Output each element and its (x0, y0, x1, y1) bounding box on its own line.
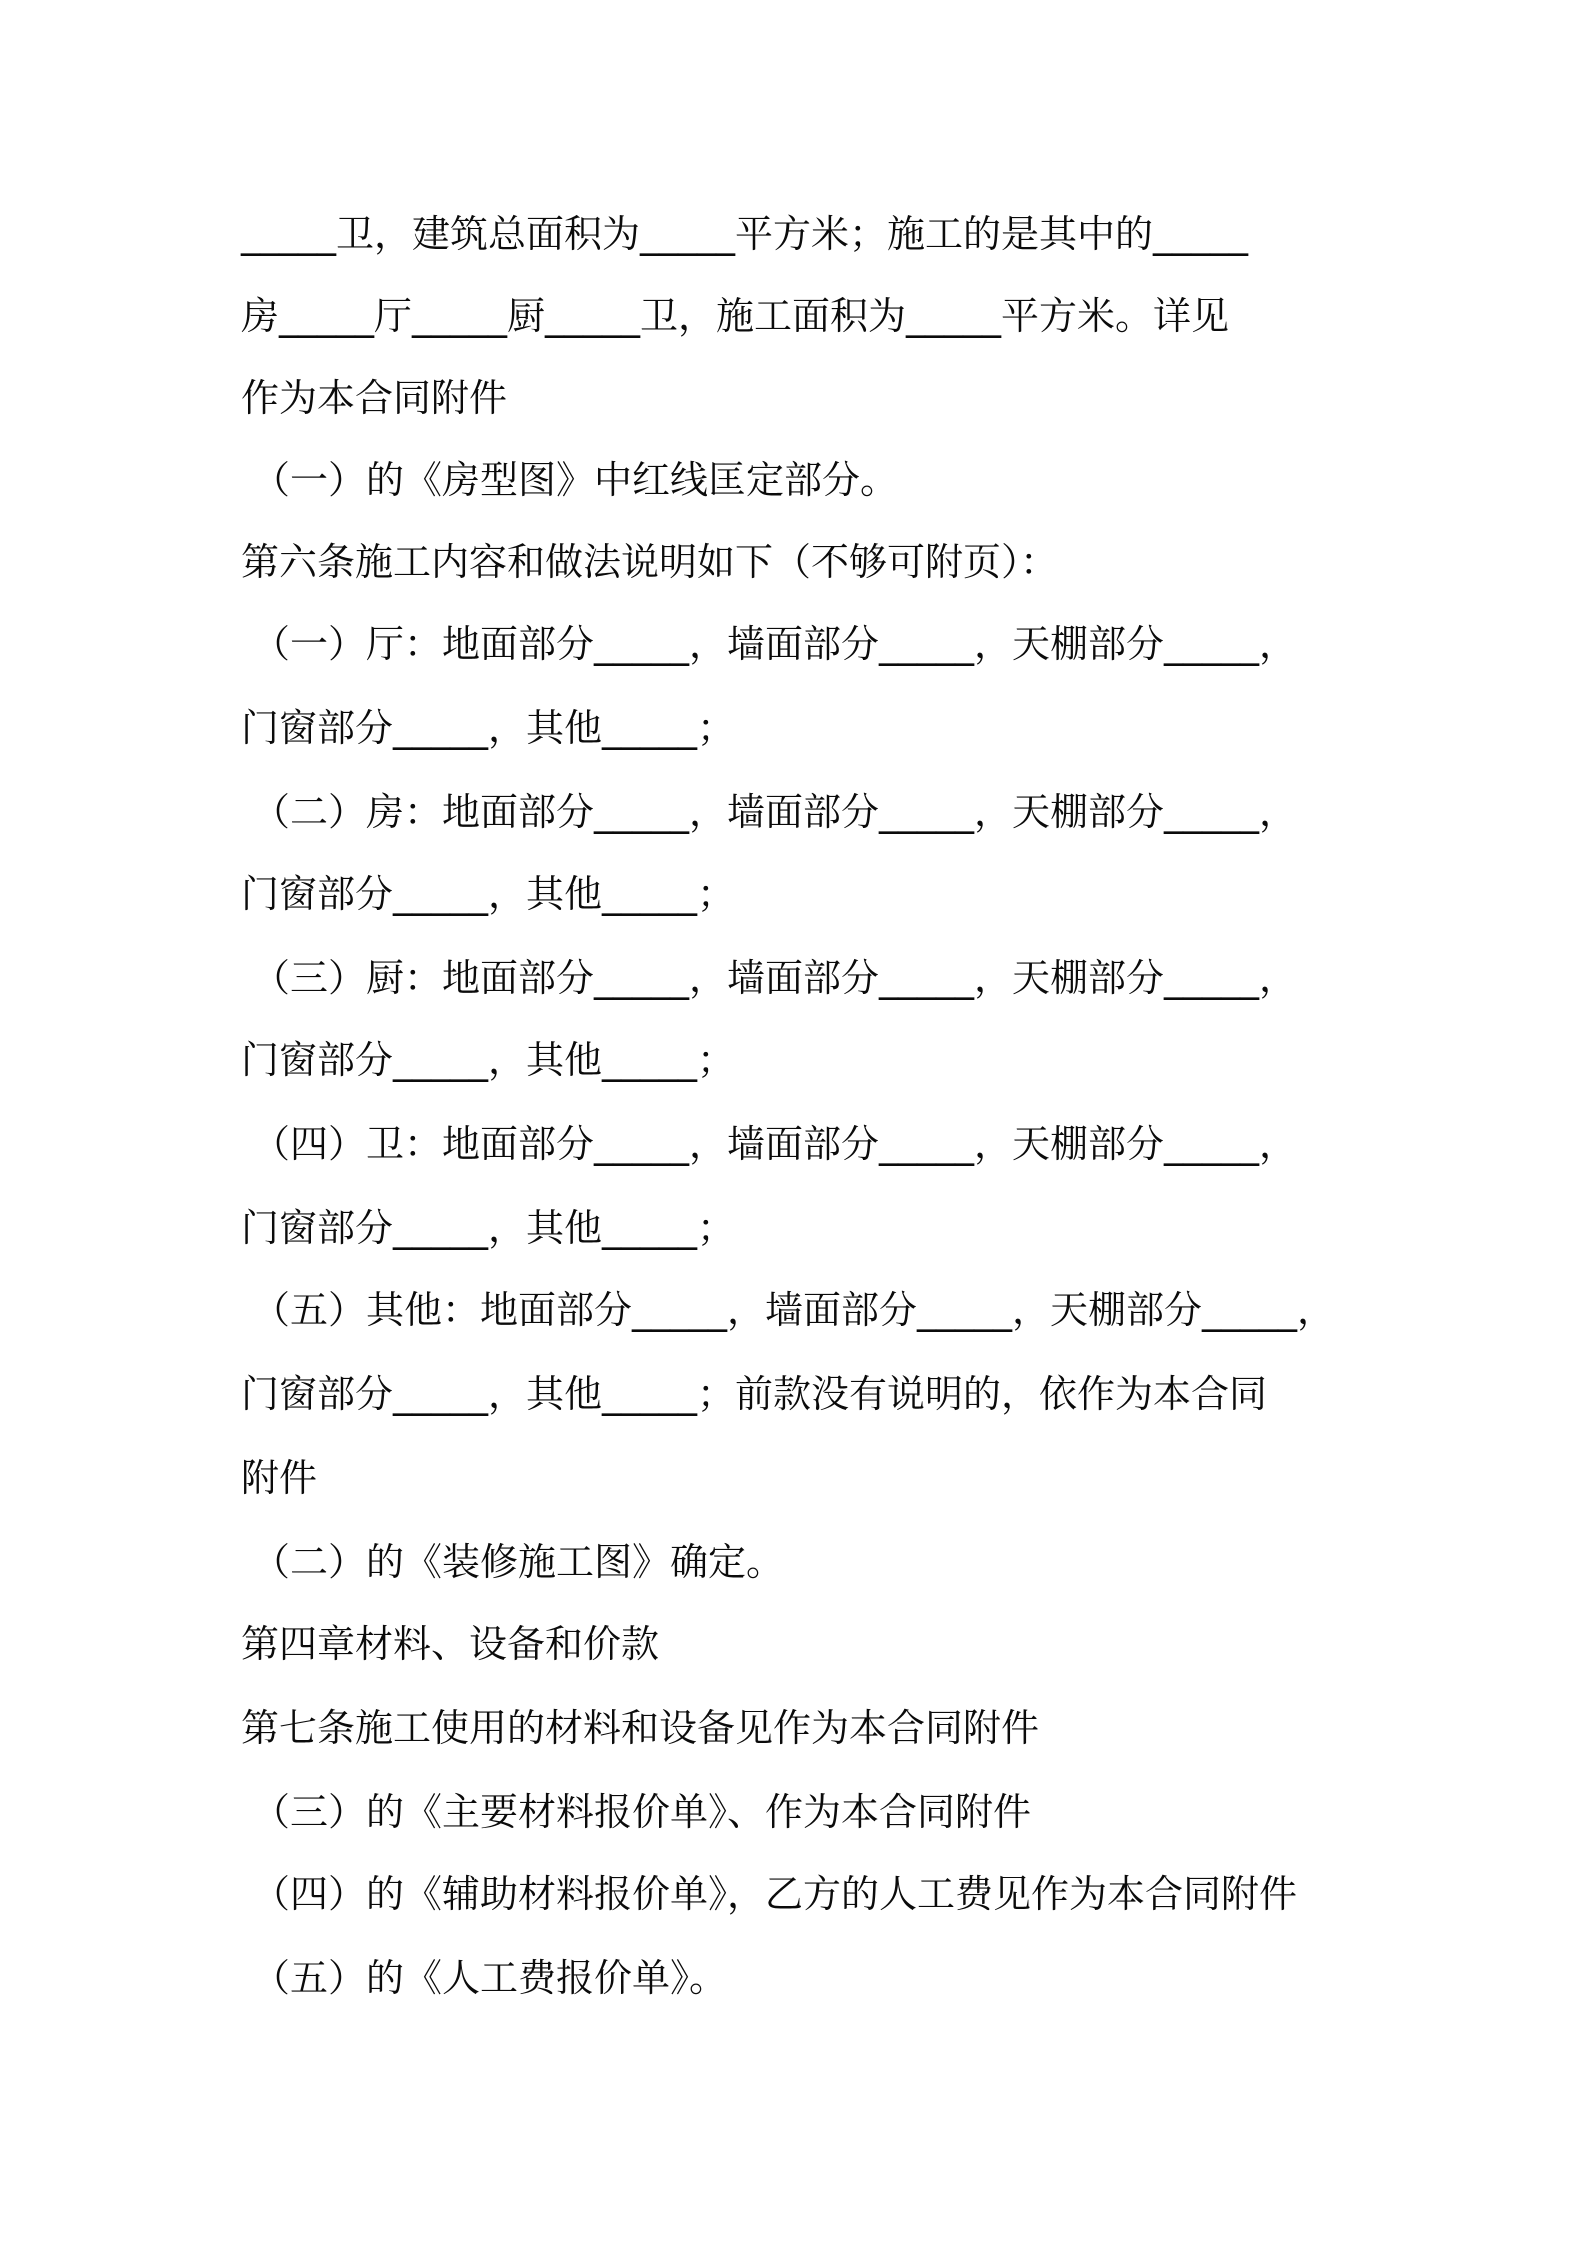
section-heading: 第七条施工使用的材料和设备见作为本合同附件 (241, 1706, 1040, 1750)
text-line: _____卫，建筑总面积为_____平方米；施工的是其中的_____ (241, 212, 1249, 256)
text-line: （二）的《装修施工图》确定。 (252, 1540, 785, 1584)
text-line: （三）厨：地面部分_____，墙面部分_____，天棚部分_____， (252, 956, 1298, 1000)
text-line: （四）卫：地面部分_____，墙面部分_____，天棚部分_____， (252, 1122, 1298, 1166)
text-line: 作为本合同附件 (241, 376, 508, 420)
chapter-heading: 第四章材料、设备和价款 (241, 1622, 660, 1666)
text-line: （四）的《辅助材料报价单》，乙方的人工费见作为本合同附件 (252, 1872, 1298, 1916)
text-line: （二）房：地面部分_____，墙面部分_____，天棚部分_____， (252, 790, 1298, 834)
text-line: 门窗部分_____，其他_____； (241, 706, 736, 750)
text-line: 门窗部分_____，其他_____；前款没有说明的，依作为本合同 (241, 1372, 1268, 1416)
section-heading: 第六条施工内容和做法说明如下（不够可附页）： (241, 540, 1059, 584)
text-line: （三）的《主要材料报价单》、作为本合同附件 (252, 1790, 1032, 1834)
text-line: 附件 (241, 1456, 318, 1500)
text-line: （一）厅：地面部分_____，墙面部分_____，天棚部分_____， (252, 622, 1298, 666)
text-line: 门窗部分_____，其他_____； (241, 1038, 736, 1082)
text-line: （一）的《房型图》中红线匡定部分。 (252, 458, 899, 502)
text-line: （五）的《人工费报价单》。 (252, 1956, 728, 2000)
text-line: 门窗部分_____，其他_____； (241, 1206, 736, 1250)
text-line: 房_____厅_____厨_____卫，施工面积为_____平方米。详见 (241, 294, 1230, 338)
text-line: （五）其他：地面部分_____，墙面部分_____，天棚部分_____， (252, 1288, 1336, 1332)
text-line: 门窗部分_____，其他_____； (241, 872, 736, 916)
